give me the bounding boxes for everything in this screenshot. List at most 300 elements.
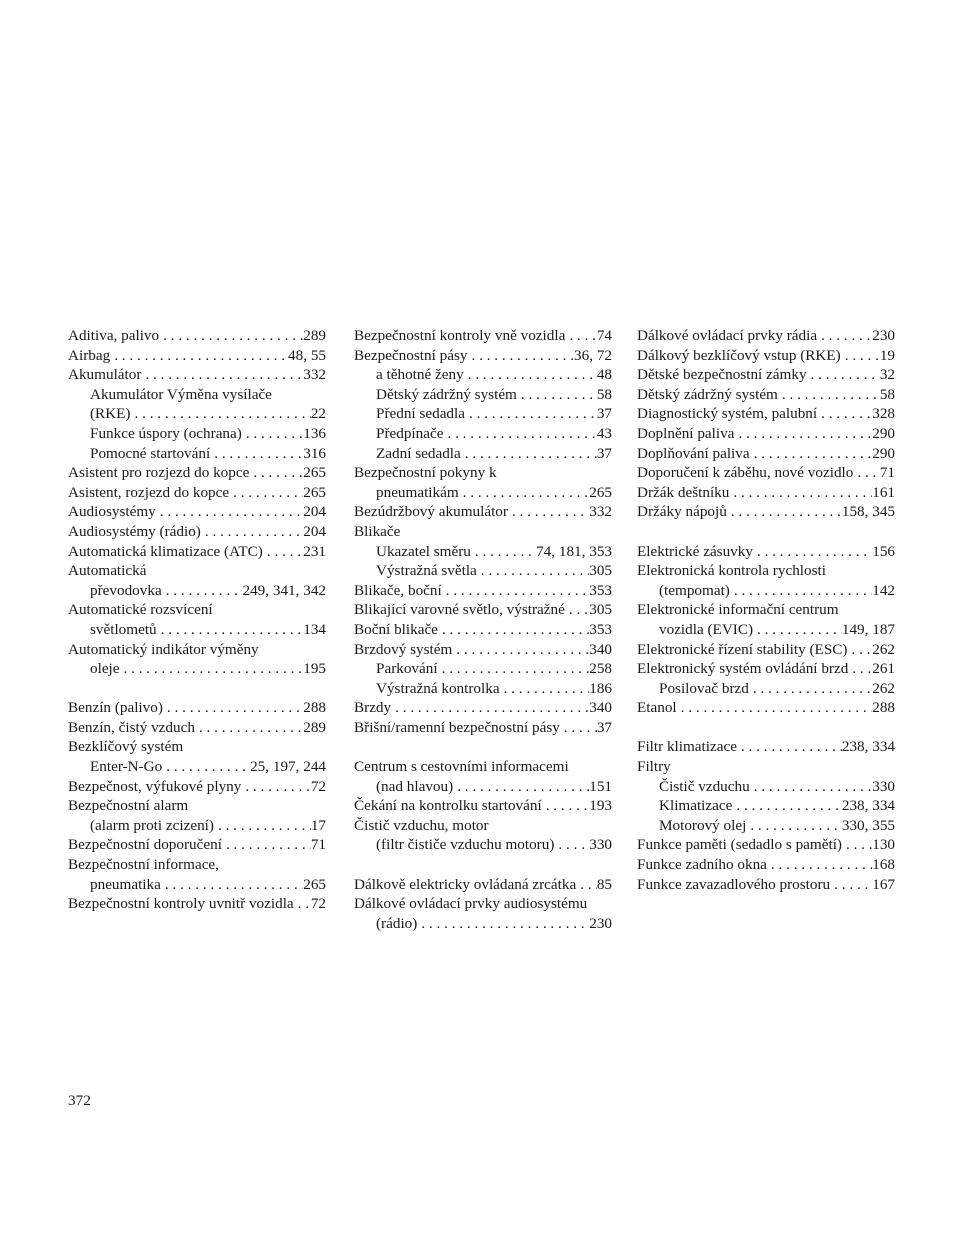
leader-dots	[734, 424, 872, 444]
leader-dots	[210, 444, 303, 464]
entry-term: Klimatizace	[659, 797, 733, 815]
entry-term: Audiosystémy	[68, 503, 156, 521]
entry-term: a těhotné ženy	[376, 366, 464, 384]
index-entry	[637, 444, 895, 464]
leader-dots	[565, 326, 597, 346]
index-entry	[354, 816, 612, 855]
index-entry	[354, 757, 612, 796]
leader-dots	[749, 679, 872, 699]
leader-dots	[131, 404, 311, 424]
index-entry	[68, 835, 326, 855]
entry-gap	[637, 718, 895, 738]
entry-term: oleje	[90, 660, 120, 678]
page-reference: 262	[872, 640, 895, 658]
entry-term: Čekání na kontrolku startování	[354, 797, 542, 815]
page-reference: 71	[310, 836, 326, 854]
entry-term: Boční blikače	[354, 620, 438, 638]
leader-dots	[847, 640, 872, 660]
entry-term: Enter-N-Go	[90, 758, 163, 776]
page-reference: 25, 197, 244	[250, 758, 326, 776]
page-reference: 289	[303, 718, 326, 736]
index-entry	[354, 522, 612, 542]
page-reference: 332	[303, 366, 326, 384]
entry-term: Předpínače	[376, 424, 444, 442]
index-column-3	[637, 326, 895, 894]
index-entry	[68, 894, 326, 914]
index-entry	[637, 757, 895, 777]
entry-term: Bezpečnostní kontroly vně vozidla	[354, 327, 566, 344]
entry-term: Elektrické zásuvky	[637, 542, 753, 560]
entry-term: (alarm proti zcizení)	[90, 816, 214, 834]
page-reference: 72	[310, 777, 326, 795]
entry-term: Doplňování paliva	[637, 444, 750, 462]
page-reference: 151	[589, 777, 612, 795]
index-entry	[637, 835, 895, 855]
page-reference: 288	[303, 699, 326, 717]
leader-dots	[677, 698, 873, 718]
leader-dots	[442, 581, 589, 601]
index-entry	[637, 404, 895, 424]
index-entry	[354, 620, 612, 640]
index-entry	[68, 365, 326, 385]
entry-term: Automatická klimatizace (ATC)	[68, 542, 263, 560]
leader-dots	[294, 894, 311, 914]
page-reference: 262	[872, 679, 895, 697]
entry-term: Bezpečnostní pokyny k	[354, 464, 497, 482]
entry-term: Bezpečnostní alarm	[68, 797, 189, 815]
leader-dots	[453, 777, 589, 797]
page-reference: 36, 72	[574, 346, 612, 364]
entry-term: (tempomat)	[659, 581, 730, 599]
index-subentry	[637, 816, 895, 836]
entry-term: Akumulátor	[68, 366, 142, 384]
index-subentry	[68, 385, 326, 424]
index-subentry	[68, 424, 326, 444]
entry-term: Břišní/ramenní bezpečnostní pásy	[354, 718, 560, 736]
leader-dots	[853, 463, 879, 483]
entry-term: Posilovač brzd	[659, 679, 749, 697]
leader-dots	[841, 346, 880, 366]
leader-dots	[737, 737, 842, 757]
entry-term: Přední sedadla	[376, 405, 465, 423]
leader-dots	[120, 659, 304, 679]
leader-dots	[753, 620, 842, 640]
leader-dots	[750, 444, 873, 464]
entry-term: Bezúdržbový akumulátor	[354, 503, 508, 521]
page-reference: 149, 187	[841, 620, 895, 638]
leader-dots	[746, 816, 842, 836]
entry-term: Audiosystémy (rádio)	[68, 522, 201, 540]
index-entry	[68, 796, 326, 835]
entry-term: Bezklíčový systém	[68, 738, 184, 756]
entry-term: Dětský zádržný systém	[637, 385, 778, 403]
entry-term: Pomocné startování	[90, 444, 211, 462]
entry-term: Bezpečnostní pásy	[354, 346, 468, 364]
leader-dots	[576, 875, 597, 895]
leader-dots	[443, 424, 596, 444]
entry-term: Filtr klimatizace	[637, 738, 737, 756]
index-column-2	[354, 326, 612, 933]
index-entry	[354, 875, 612, 895]
entry-term: Držáky nápojů	[637, 503, 727, 521]
entry-term: Elektronické informační centrum	[637, 601, 839, 619]
page-reference: 340	[589, 640, 612, 658]
index-entry	[354, 640, 612, 660]
leader-dots	[467, 346, 574, 366]
leader-dots	[830, 875, 872, 895]
page-reference: 58	[879, 385, 895, 403]
page-reference: 85	[596, 875, 612, 893]
page-reference: 328	[872, 405, 895, 423]
page-reference: 158, 345	[841, 503, 895, 521]
index-subentry	[354, 542, 612, 562]
page-reference: 330	[872, 777, 895, 795]
entry-term: Zadní sedadla	[376, 444, 461, 462]
index-entry	[637, 600, 895, 639]
entry-term: Funkce zadního okna	[637, 856, 767, 874]
entry-term: Blikače	[354, 522, 401, 540]
entry-term: Funkce zavazadlového prostoru	[637, 875, 831, 893]
page-reference: 17	[310, 816, 326, 834]
entry-term: Dálkové ovládací prvky rádia	[637, 327, 818, 344]
index-entry	[68, 502, 326, 522]
entry-term: Dětské bezpečnostní zámky	[637, 366, 807, 384]
index-entry	[68, 718, 326, 738]
page-reference: 142	[872, 581, 895, 599]
leader-dots	[222, 835, 311, 855]
entry-term: Výstražná kontrolka	[376, 679, 500, 697]
index-entry	[354, 346, 612, 366]
leader-dots	[438, 659, 590, 679]
index-entry	[68, 561, 326, 600]
entry-term: Dětský zádržný systém	[376, 385, 517, 403]
index-entry	[354, 581, 612, 601]
leader-dots	[778, 385, 880, 405]
page-number: 372	[68, 1092, 91, 1109]
leader-dots	[767, 855, 872, 875]
index-subentry	[354, 385, 612, 405]
leader-dots	[817, 404, 872, 424]
leader-dots	[753, 542, 872, 562]
entry-term: Brzdový systém	[354, 640, 453, 658]
entry-term: (nad hlavou)	[376, 777, 454, 795]
page-reference: 167	[872, 875, 895, 893]
entry-term: světlometů	[90, 620, 157, 638]
page-reference: 265	[303, 464, 326, 482]
leader-dots	[438, 620, 589, 640]
page-reference: 231	[303, 542, 326, 560]
index-entry	[354, 718, 612, 738]
index-entry	[68, 326, 326, 346]
page-reference: 72	[310, 895, 326, 913]
entry-term: Asistent pro rozjezd do kopce	[68, 464, 250, 482]
index-subentry	[354, 679, 612, 699]
index-entry	[637, 561, 895, 600]
index-subentry	[637, 679, 895, 699]
entry-term: Aditiva, palivo	[68, 327, 160, 344]
leader-dots	[565, 600, 589, 620]
entry-term: (rádio)	[376, 914, 418, 932]
entry-term: Elektronický systém ovládání brzd	[637, 660, 849, 678]
page-reference: 37	[596, 405, 612, 423]
index-subentry	[354, 659, 612, 679]
page-reference: 249, 341, 342	[242, 581, 326, 599]
index-entry	[68, 698, 326, 718]
entry-term: Bezpečnostní doporučení	[68, 836, 222, 854]
entry-term: Doplnění paliva	[637, 424, 735, 442]
index-subentry	[354, 444, 612, 464]
index-entry	[637, 346, 895, 366]
page-reference: 43	[596, 424, 612, 442]
leader-dots	[459, 483, 590, 503]
page-reference: 258	[589, 660, 612, 678]
leader-dots	[471, 542, 536, 562]
page-reference: 22	[310, 405, 326, 423]
page-reference: 48, 55	[288, 346, 326, 364]
index-entry	[637, 424, 895, 444]
entry-term: Brzdy	[354, 699, 392, 717]
entry-term: Bezpečnost, výfukové plyny	[68, 777, 242, 795]
page-reference: 265	[303, 875, 326, 893]
leader-dots	[477, 561, 589, 581]
leader-dots	[195, 718, 303, 738]
page-reference: 289	[303, 327, 326, 344]
entry-term: Bezpečnostní informace,	[68, 856, 219, 874]
leader-dots	[263, 542, 303, 562]
leader-dots	[848, 659, 872, 679]
page-reference: 265	[303, 483, 326, 501]
index-entry	[68, 640, 326, 679]
entry-term: Akumulátor Výměna vysílače	[90, 385, 272, 403]
leader-dots	[156, 502, 303, 522]
leader-dots	[807, 365, 880, 385]
entry-gap	[68, 679, 326, 699]
leader-dots	[554, 835, 589, 855]
page-reference: 74	[596, 327, 612, 344]
page-reference: 168	[872, 856, 895, 874]
page-reference: 156	[872, 542, 895, 560]
index-entry	[68, 346, 326, 366]
index-entry	[68, 483, 326, 503]
index-entry	[637, 698, 895, 718]
page-reference: 353	[589, 581, 612, 599]
index-entry	[637, 659, 895, 679]
index-entry	[637, 365, 895, 385]
entry-term: (RKE)	[90, 405, 131, 423]
entry-term: Doporučení k záběhu, nové vozidlo	[637, 464, 854, 482]
leader-dots	[417, 914, 589, 934]
index-entry	[637, 855, 895, 875]
index-entry	[354, 463, 612, 502]
leader-dots	[842, 835, 872, 855]
page-reference: 238, 334	[841, 797, 895, 815]
index-entry	[637, 502, 895, 522]
leader-dots	[163, 698, 303, 718]
page-reference: 37	[596, 444, 612, 462]
entry-term: Asistent, rozjezd do kopce	[68, 483, 230, 501]
entry-term: Čistič vzduchu, motor	[354, 816, 489, 834]
page-reference: 204	[303, 503, 326, 521]
leader-dots	[730, 581, 872, 601]
entry-term: Bezpečnostní kontroly uvnitř vozidla	[68, 895, 294, 913]
index-entry	[68, 777, 326, 797]
entry-term: Etanol	[637, 699, 677, 717]
index-subentry	[637, 777, 895, 797]
leader-dots	[727, 502, 842, 522]
page-reference: 332	[589, 503, 612, 521]
index-entry	[637, 463, 895, 483]
leader-dots	[391, 698, 589, 718]
index-entry	[354, 796, 612, 816]
leader-dots	[157, 620, 304, 640]
page-reference: 134	[303, 620, 326, 638]
leader-dots	[542, 796, 590, 816]
leader-dots	[465, 404, 597, 424]
index-entry	[68, 522, 326, 542]
page-reference: 32	[879, 366, 895, 384]
page-reference: 186	[589, 679, 612, 697]
page-reference: 265	[589, 483, 612, 501]
page-reference: 19	[879, 346, 895, 364]
leader-dots	[141, 365, 303, 385]
index-column-1	[68, 326, 326, 914]
page-reference: 316	[303, 444, 326, 462]
leader-dots	[452, 640, 589, 660]
index-entry	[637, 737, 895, 757]
leader-dots	[817, 326, 872, 346]
entry-term: Automatické rozsvícení	[68, 601, 213, 619]
entry-term: Blikající varovné světlo, výstražné	[354, 601, 565, 619]
index-subentry	[354, 365, 612, 385]
index-entry	[637, 875, 895, 895]
leader-dots	[162, 581, 243, 601]
page-reference: 305	[589, 601, 612, 619]
leader-dots	[750, 777, 873, 797]
entry-term: vozidla (EVIC)	[659, 620, 754, 638]
index-entry	[637, 326, 895, 346]
entry-term: pneumatika	[90, 875, 161, 893]
index-entry	[637, 640, 895, 660]
index-entry	[68, 855, 326, 894]
leader-dots	[517, 385, 597, 405]
entry-term: Elektronické řízení stability (ESC)	[637, 640, 848, 658]
entry-term: Parkování	[376, 660, 438, 678]
index-entry	[354, 600, 612, 620]
page-reference: 71	[879, 464, 895, 482]
leader-dots	[461, 444, 597, 464]
entry-term: Airbag	[68, 346, 111, 364]
leader-dots	[732, 796, 841, 816]
entry-gap	[354, 855, 612, 875]
index-subentry	[354, 561, 612, 581]
entry-term: Benzín, čistý vzduch	[68, 718, 195, 736]
index-entry	[354, 698, 612, 718]
index-entry	[637, 542, 895, 562]
index-subentry	[637, 796, 895, 816]
entry-term: Ukazatel směru	[376, 542, 471, 560]
leader-dots	[241, 777, 310, 797]
index-subentry	[354, 404, 612, 424]
entry-term: Filtry	[637, 758, 671, 776]
leader-dots	[161, 875, 303, 895]
page-reference: 193	[589, 797, 612, 815]
entry-term: Benzín (palivo)	[68, 699, 163, 717]
entry-term: Dálkově elektricky ovládaná zrcátka	[354, 875, 577, 893]
entry-term: Čistič vzduchu	[659, 777, 750, 795]
leader-dots	[159, 326, 303, 346]
entry-term: Výstražná světla	[376, 562, 477, 580]
leader-dots	[242, 424, 303, 444]
leader-dots	[229, 483, 303, 503]
page-reference: 204	[303, 522, 326, 540]
entry-term: Dálkový bezklíčový vstup (RKE)	[637, 346, 841, 364]
entry-gap	[354, 737, 612, 757]
entry-term: Motorový olej	[659, 816, 747, 834]
page-reference: 230	[589, 914, 612, 932]
page-reference: 58	[596, 385, 612, 403]
page-reference: 330	[589, 836, 612, 854]
entry-gap	[637, 522, 895, 542]
leader-dots	[508, 502, 589, 522]
index-entry	[637, 483, 895, 503]
page-reference: 48	[596, 366, 612, 384]
index-entry	[637, 385, 895, 405]
entry-term: Centrum s cestovními informacemi	[354, 758, 569, 776]
leader-dots	[729, 483, 872, 503]
entry-term: Funkce paměti (sedadlo s pamětí)	[637, 836, 842, 854]
leader-dots	[464, 365, 597, 385]
index-entry	[68, 737, 326, 776]
page-reference: 305	[589, 562, 612, 580]
index-subentry	[354, 424, 612, 444]
page-reference: 261	[872, 660, 895, 678]
entry-term: převodovka	[90, 581, 162, 599]
leader-dots	[201, 522, 303, 542]
entry-term: pneumatikám	[376, 483, 459, 501]
page-reference: 74, 181, 353	[536, 542, 612, 560]
entry-term: Elektronická kontrola rychlosti	[637, 562, 826, 580]
page-reference: 330, 355	[841, 816, 895, 834]
page-reference: 290	[872, 424, 895, 442]
index-subentry	[68, 444, 326, 464]
page-reference: 230	[872, 327, 895, 344]
page-reference: 37	[596, 718, 612, 736]
page-reference: 353	[589, 620, 612, 638]
page-reference: 136	[303, 424, 326, 442]
entry-term: Funkce úspory (ochrana)	[90, 424, 242, 442]
entry-term: Držák deštníku	[637, 483, 730, 501]
index-entry	[354, 502, 612, 522]
leader-dots	[560, 718, 597, 738]
index-entry	[354, 326, 612, 346]
entry-term: (filtr čističe vzduchu motoru)	[376, 836, 555, 854]
index-entry	[354, 894, 612, 933]
entry-term: Diagnostický systém, palubní	[637, 405, 818, 423]
page-reference: 195	[303, 660, 326, 678]
leader-dots	[249, 463, 303, 483]
page-reference: 161	[872, 483, 895, 501]
page-reference: 238, 334	[841, 738, 895, 756]
leader-dots	[162, 757, 250, 777]
index-entry	[68, 542, 326, 562]
index-entry	[68, 600, 326, 639]
entry-term: Automatická	[68, 562, 147, 580]
entry-term: Blikače, boční	[354, 581, 442, 599]
page-reference: 130	[872, 836, 895, 854]
leader-dots	[110, 346, 288, 366]
index-entry	[68, 463, 326, 483]
leader-dots	[214, 816, 311, 836]
